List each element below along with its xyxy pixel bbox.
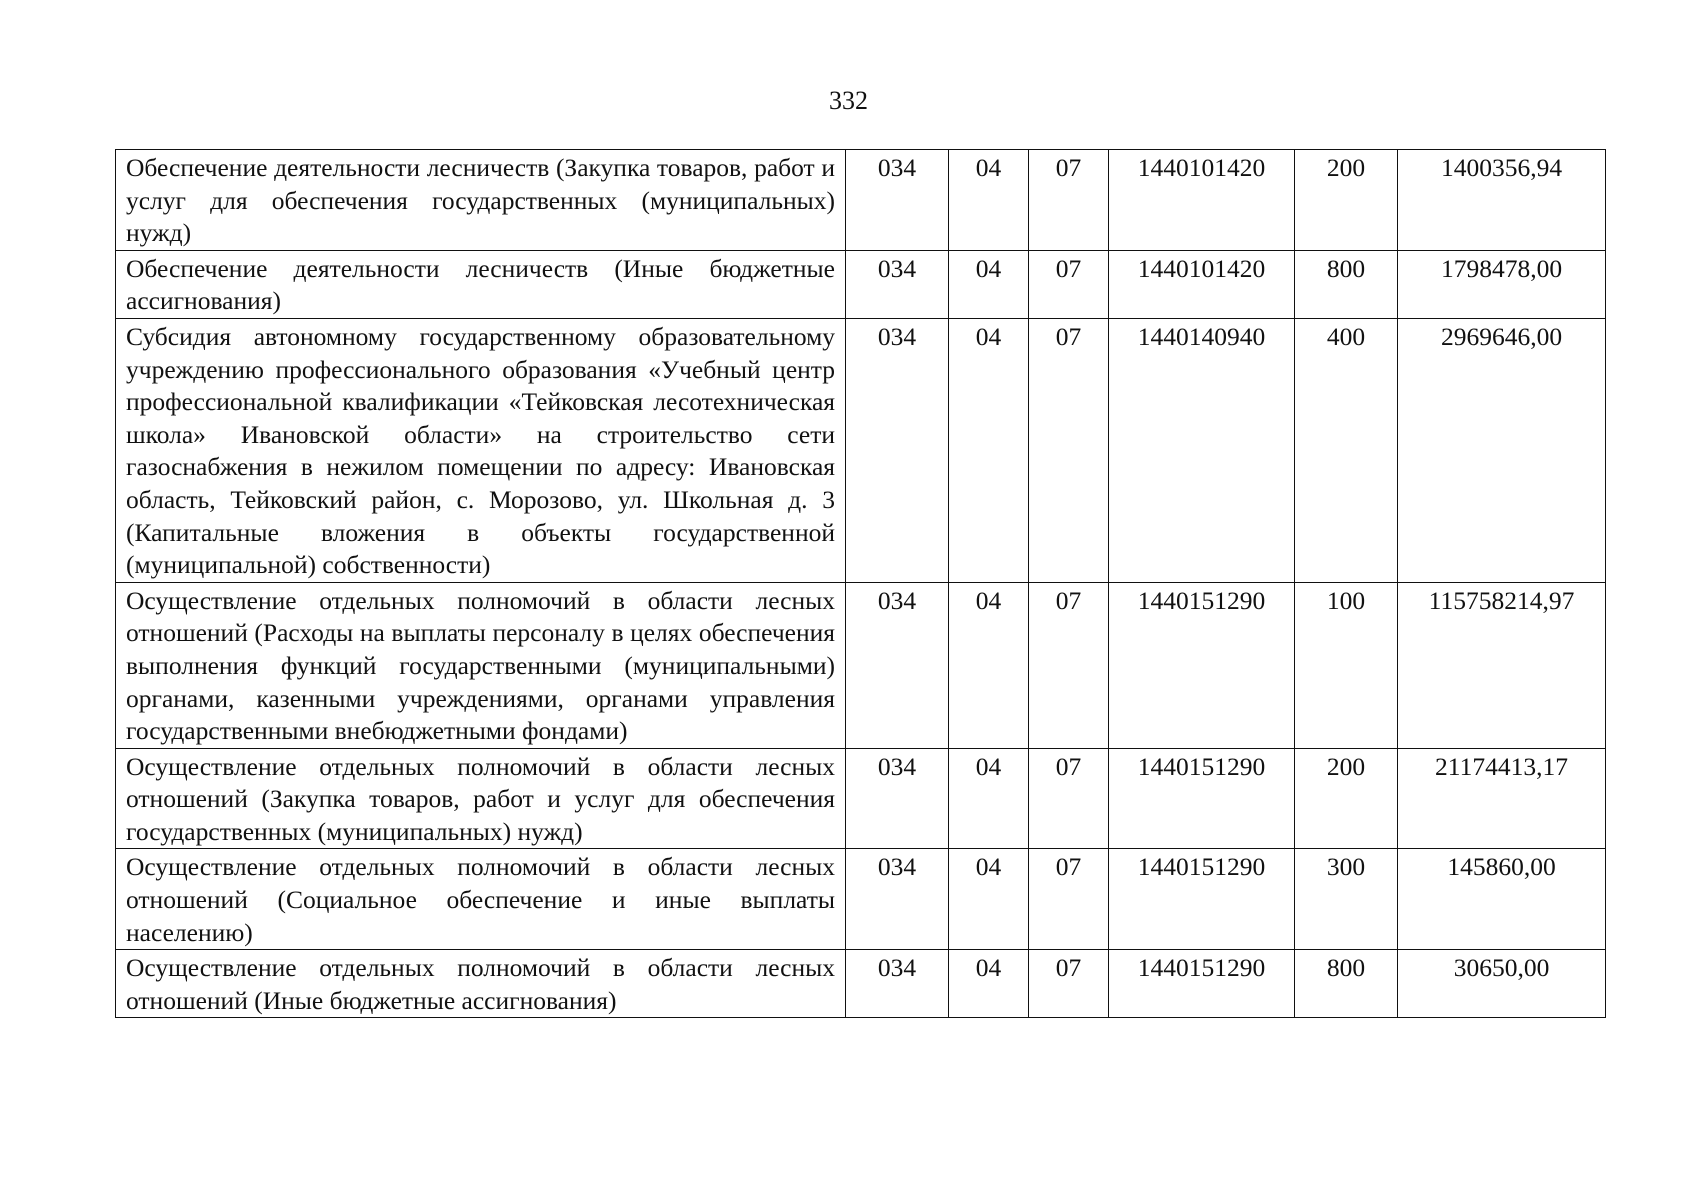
subsection-code: 07	[1029, 849, 1109, 950]
expense-description: Осуществление отдельных полномочий в области лесных отношений (Закупка товаров, работ и услуг для обеспечения государственных (муниципальных) нужд)	[116, 748, 846, 849]
budget-table-body	[116, 150, 1606, 1018]
table-row	[116, 250, 1606, 318]
expense-description: Осуществление отдельных полномочий в области лесных отношений (Расходы на выплаты персоналу в целях обеспечения выполнения функций государственными (муниципальными) органами, казенными учреждениями, органами управления государственными внебюджетными фондами)	[116, 582, 846, 748]
section-code: 04	[949, 150, 1029, 251]
expense-type-code: 200	[1295, 748, 1398, 849]
amount: 115758214,97	[1398, 582, 1606, 748]
section-code: 04	[949, 748, 1029, 849]
subsection-code: 07	[1029, 150, 1109, 251]
table-row	[116, 849, 1606, 950]
department-code: 034	[846, 950, 949, 1018]
expense-type-code: 300	[1295, 849, 1398, 950]
expense-description: Осуществление отдельных полномочий в области лесных отношений (Социальное обеспечение и иные выплаты населению)	[116, 849, 846, 950]
section-code: 04	[949, 250, 1029, 318]
expense-description: Субсидия автономному государственному образовательному учреждению профессионального образования «Учебный центр профессиональной квалификации «Тейковская лесотехническая школа» Ивановской области» на строительство сети газоснабжения в нежилом помещении по адресу: Ивановская область, Тейковский район, с. Морозово, ул. Школьная д. 3 (Капитальные вложения в объекты государственной (муниципальной) собственности)	[116, 318, 846, 582]
section-code: 04	[949, 582, 1029, 748]
target-article-code: 1440101420	[1109, 250, 1295, 318]
expense-type-code: 800	[1295, 250, 1398, 318]
amount: 145860,00	[1398, 849, 1606, 950]
table-row	[116, 150, 1606, 251]
subsection-code: 07	[1029, 950, 1109, 1018]
expense-type-code: 100	[1295, 582, 1398, 748]
department-code: 034	[846, 250, 949, 318]
target-article-code: 1440101420	[1109, 150, 1295, 251]
subsection-code: 07	[1029, 318, 1109, 582]
subsection-code: 07	[1029, 748, 1109, 849]
target-article-code: 1440151290	[1109, 849, 1295, 950]
table-row	[116, 950, 1606, 1018]
section-code: 04	[949, 318, 1029, 582]
amount: 21174413,17	[1398, 748, 1606, 849]
department-code: 034	[846, 748, 949, 849]
department-code: 034	[846, 849, 949, 950]
section-code: 04	[949, 849, 1029, 950]
subsection-code: 07	[1029, 582, 1109, 748]
budget-table	[115, 149, 1606, 1018]
target-article-code: 1440151290	[1109, 950, 1295, 1018]
subsection-code: 07	[1029, 250, 1109, 318]
expense-description: Обеспечение деятельности лесничеств (Иные бюджетные ассигнования)	[116, 250, 846, 318]
amount: 1798478,00	[1398, 250, 1606, 318]
department-code: 034	[846, 318, 949, 582]
target-article-code: 1440151290	[1109, 748, 1295, 849]
table-row	[116, 318, 1606, 582]
expense-description: Обеспечение деятельности лесничеств (Закупка товаров, работ и услуг для обеспечения государственных (муниципальных) нужд)	[116, 150, 846, 251]
department-code: 034	[846, 582, 949, 748]
amount: 30650,00	[1398, 950, 1606, 1018]
page-number: 332	[829, 86, 868, 115]
expense-type-code: 800	[1295, 950, 1398, 1018]
target-article-code: 1440151290	[1109, 582, 1295, 748]
table-row	[116, 582, 1606, 748]
expense-description: Осуществление отдельных полномочий в области лесных отношений (Иные бюджетные ассигнования)	[116, 950, 846, 1018]
target-article-code: 1440140940	[1109, 318, 1295, 582]
section-code: 04	[949, 950, 1029, 1018]
table-row	[116, 748, 1606, 849]
amount: 2969646,00	[1398, 318, 1606, 582]
department-code: 034	[846, 150, 949, 251]
amount: 1400356,94	[1398, 150, 1606, 251]
expense-type-code: 200	[1295, 150, 1398, 251]
expense-type-code: 400	[1295, 318, 1398, 582]
